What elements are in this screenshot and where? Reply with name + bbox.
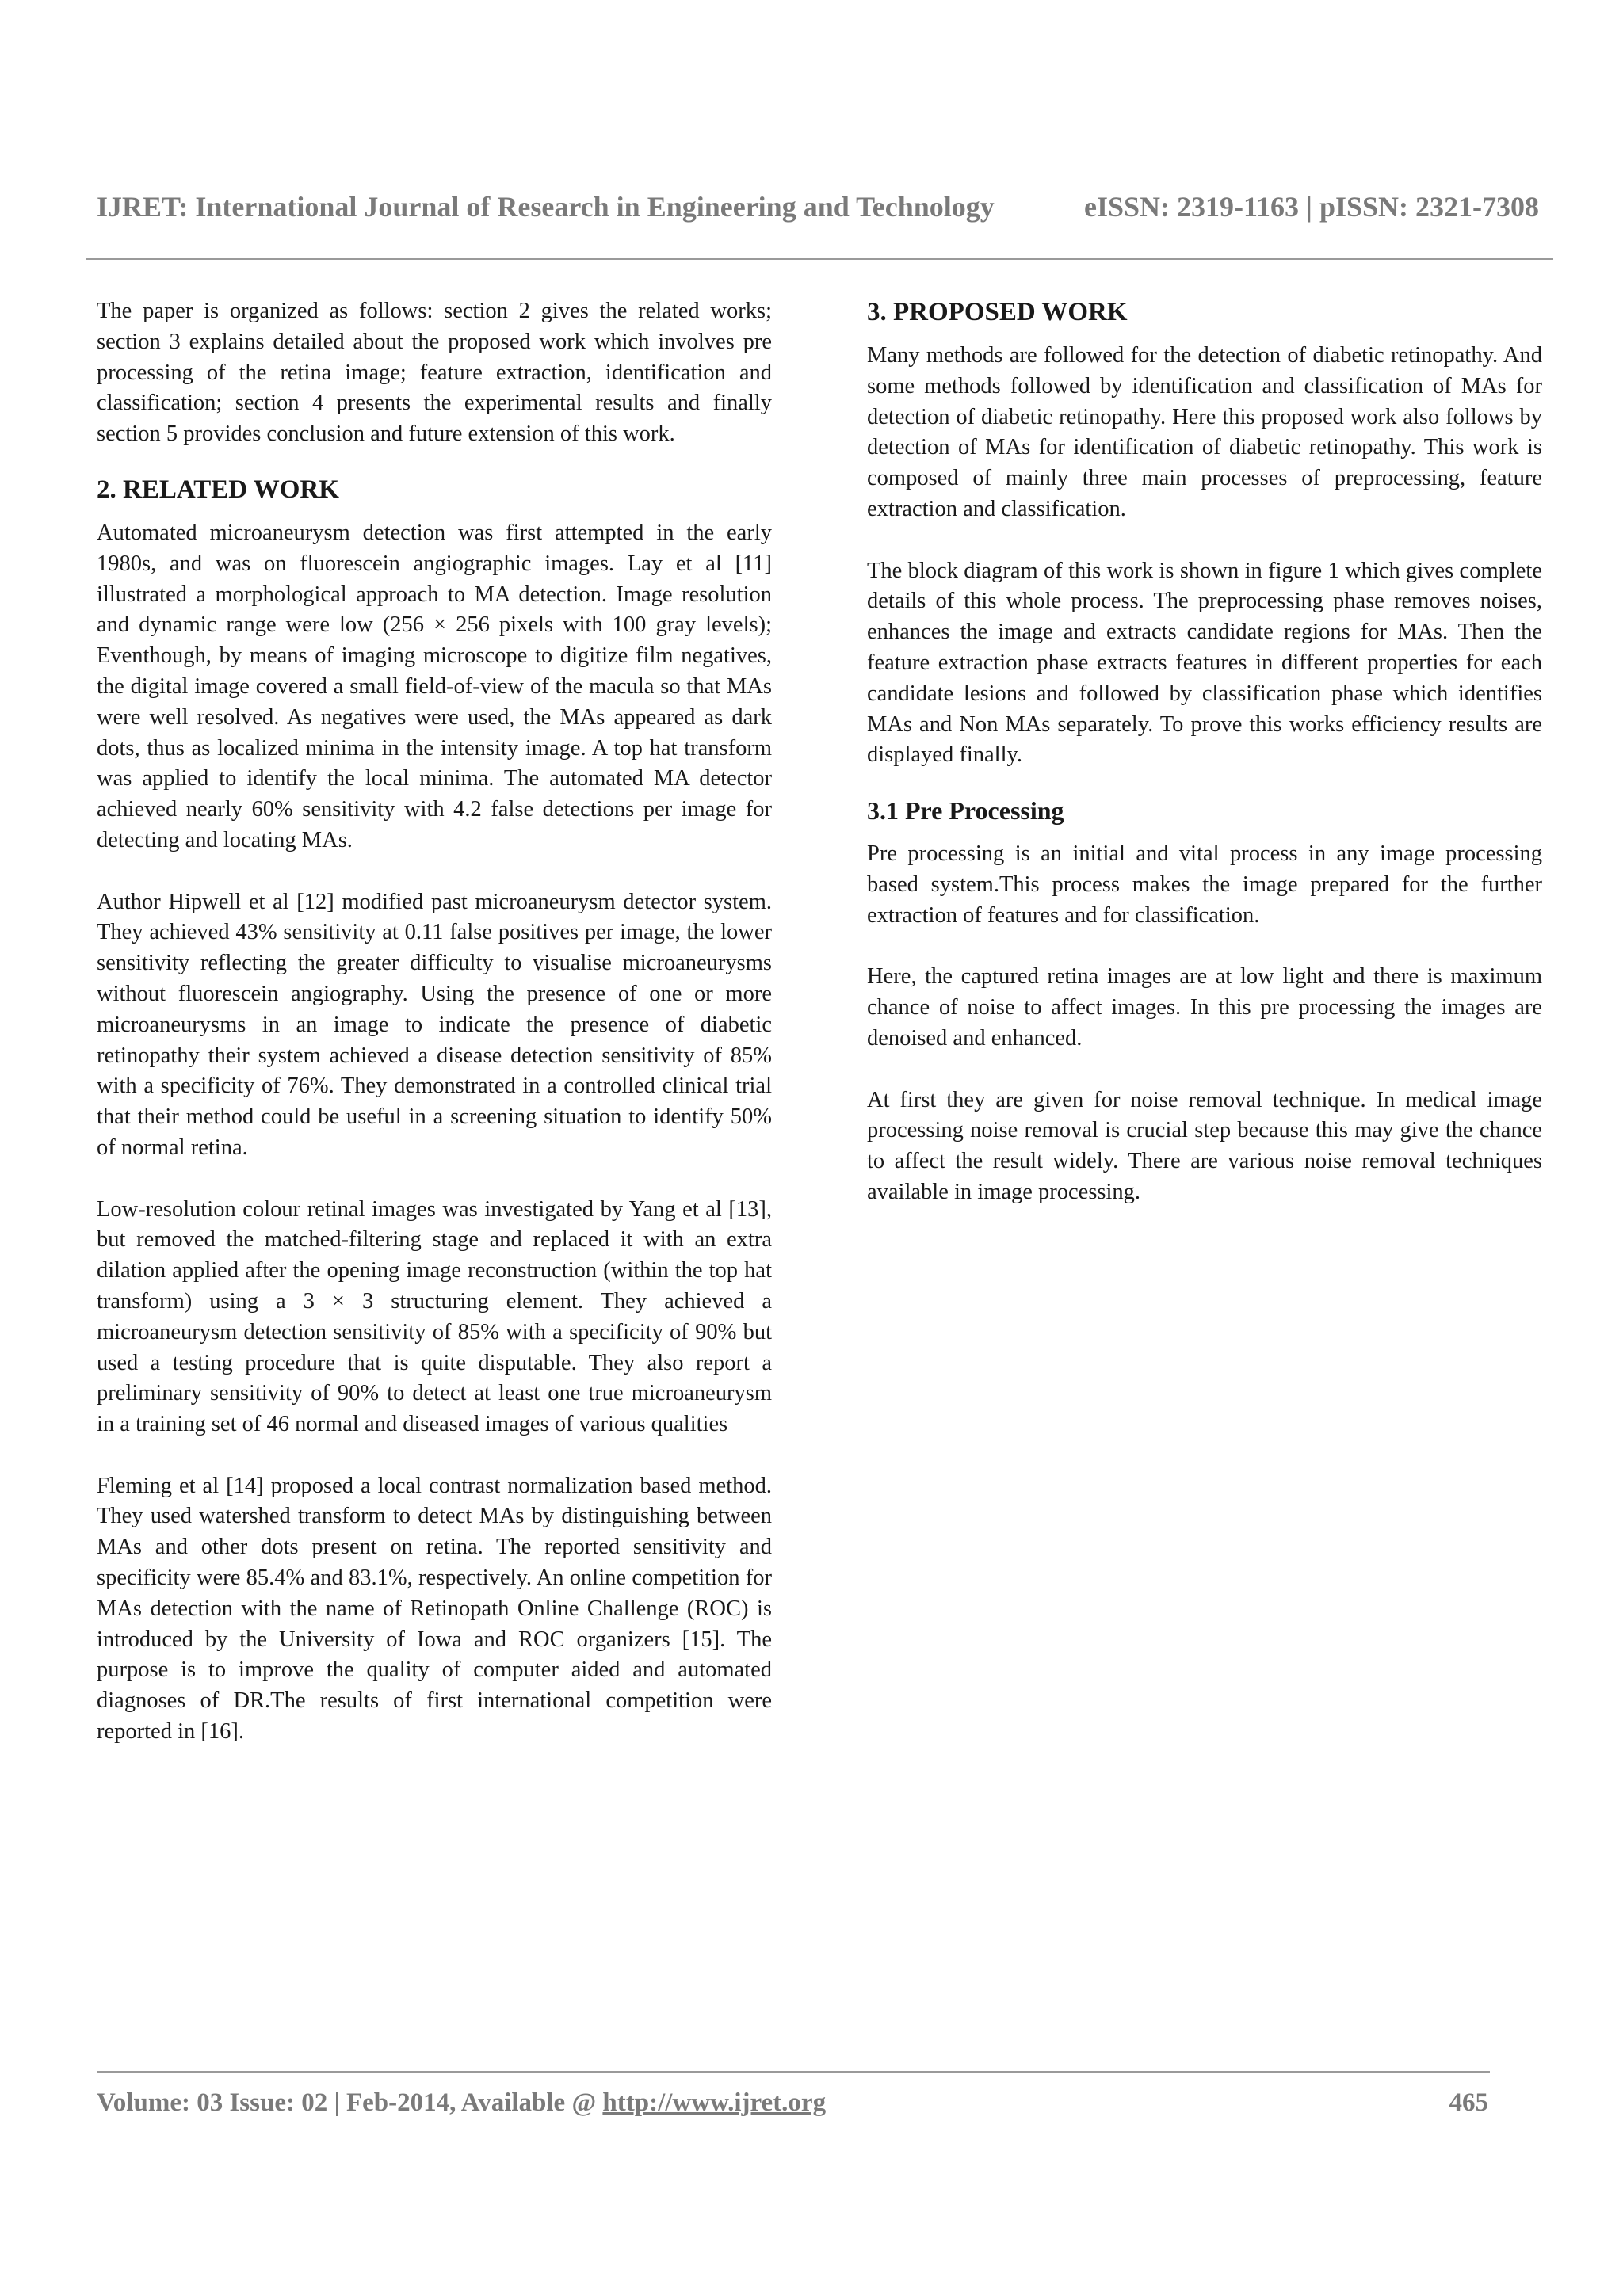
preprocessing-heading: 3.1 Pre Processing xyxy=(867,796,1064,826)
proposed-work-paragraph-1: Many methods are followed for the detection of diabetic retinopathy. And some methods followed by identification and classification of MAs for detection of diabetic retinopathy. Here this proposed work also follows by detection of MAs for identification of diabetic retinopathy. This work is composed of mainly three main processes of preprocessing, feature extraction and classification. xyxy=(867,343,1542,521)
related-work-paragraph-1: Automated microaneurysm detection was first attempted in the early 1980s, and was on fluorescein angiographic images. Lay et al [11] illustrated a morphological approach to MA detection. Image resolution and dynamic range were low (256 × 256 pixels with 100 gray levels); Eventhough, by means of imaging microscope to digitize film negatives, the digital image covered a small field-of-view of the macula so that MAs were well resolved. As negatives were used, the MAs appeared as dark dots, thus as localized minima in the intensity image. A top hat transform was applied to identify the local minima. The automated MA detector achieved nearly 60% sensitivity with 4.2 false detections per image for detecting and locating MAs. xyxy=(97,520,772,852)
running-footer xyxy=(97,2088,1488,2118)
volume-info: Volume: 03 Issue: 02 | Feb-2014, Available @ http://www.ijret.org xyxy=(97,2088,827,2117)
proposed-work-heading: 3. PROPOSED WORK xyxy=(867,298,1128,326)
journal-title: IJRET: International Journal of Research in Engineering and Technology xyxy=(97,191,995,223)
page-number: 465 xyxy=(1449,2088,1488,2117)
right-column xyxy=(867,296,1542,1208)
related-work-paragraph-4: Fleming et al [14] proposed a local contrast normalization based method. They used watershed transform to detect MAs by distinguishing between MAs and other dots present on retina. The reported sensitivity and specificity were 85.4% and 83.1%, respectively. An online competition for MAs detection with the name of Retinopath Online Challenge (ROC) is introduced by the University of Iowa and ROC organizers [15]. The purpose is to improve the quality of computer aided and automated diagnoses of DR.The results of first international competition were reported in [16]. xyxy=(97,1473,772,1745)
preprocessing-paragraph-3: At first they are given for noise removal technique. In medical image processing noise removal is crucial step because this may give the chance to affect the result widely. There are various noise removal techniques available in image processing. xyxy=(867,1087,1542,1204)
left-column xyxy=(97,296,772,1748)
running-header xyxy=(97,190,1539,223)
related-work-heading: 2. RELATED WORK xyxy=(97,475,339,504)
preprocessing-paragraph-1: Pre processing is an initial and vital process in any image processing based system.This process makes the image prepared for the further extraction of features and for classification. xyxy=(867,841,1542,928)
footer-divider xyxy=(97,2071,1490,2073)
journal-website-link[interactable]: http://www.ijret.org xyxy=(602,2088,827,2117)
proposed-work-paragraph-2: The block diagram of this work is shown in figure 1 which gives complete details of this whole process. The preprocessing phase removes noises, enhances the image and extracts candidate regions for MAs. Then the feature extraction phase extracts features in different properties for each candidate lesions and followed by classification phase which identifies MAs and Non MAs separately. To prove this works efficiency results are displayed finally. xyxy=(867,558,1542,768)
related-work-paragraph-2: Author Hipwell et al [12] modified past microaneurysm detector system. They achieved 43% sensitivity at 0.11 false positives per image, the lower sensitivity reflecting the greater difficulty to visualise microaneurysms without fluorescein angiography. Using the presence of one or more microaneurysms in an image to indicate the presence of diabetic retinopathy their system achieved a disease detection sensitivity of 85% with a specificity of 76%. They demonstrated in a controlled clinical trial that their method could be useful in a screening situation to identify 50% of normal retina. xyxy=(97,889,772,1160)
preprocessing-paragraph-2: Here, the captured retina images are at low light and there is maximum chance of noise to affect images. In this pre processing the images are denoised and enhanced. xyxy=(867,964,1542,1051)
issn-info: eISSN: 2319-1163 | pISSN: 2321-7308 xyxy=(1084,191,1539,223)
header-divider xyxy=(86,258,1553,260)
related-work-paragraph-3: Low-resolution colour retinal images was investigated by Yang et al [13], but removed the matched-filtering stage and replaced it with an extra dilation applied after the opening image reconstruction (within the top hat transform) using a 3 × 3 structuring element. They achieved a microaneurysm detection sensitivity of 85% with a specificity of 90% but used a testing procedure that is quite disputable. They also report a preliminary sensitivity of 90% to detect at least one true microaneurysm in a training set of 46 normal and diseased images of various qualities xyxy=(97,1196,772,1437)
intro-paragraph: The paper is organized as follows: section 2 gives the related works; section 3 explains detailed about the proposed work which involves pre processing of the retina image; feature extraction, identification and classification; section 4 presents the experimental results and finally section 5 provides conclusion and future extension of this work. xyxy=(97,299,772,447)
